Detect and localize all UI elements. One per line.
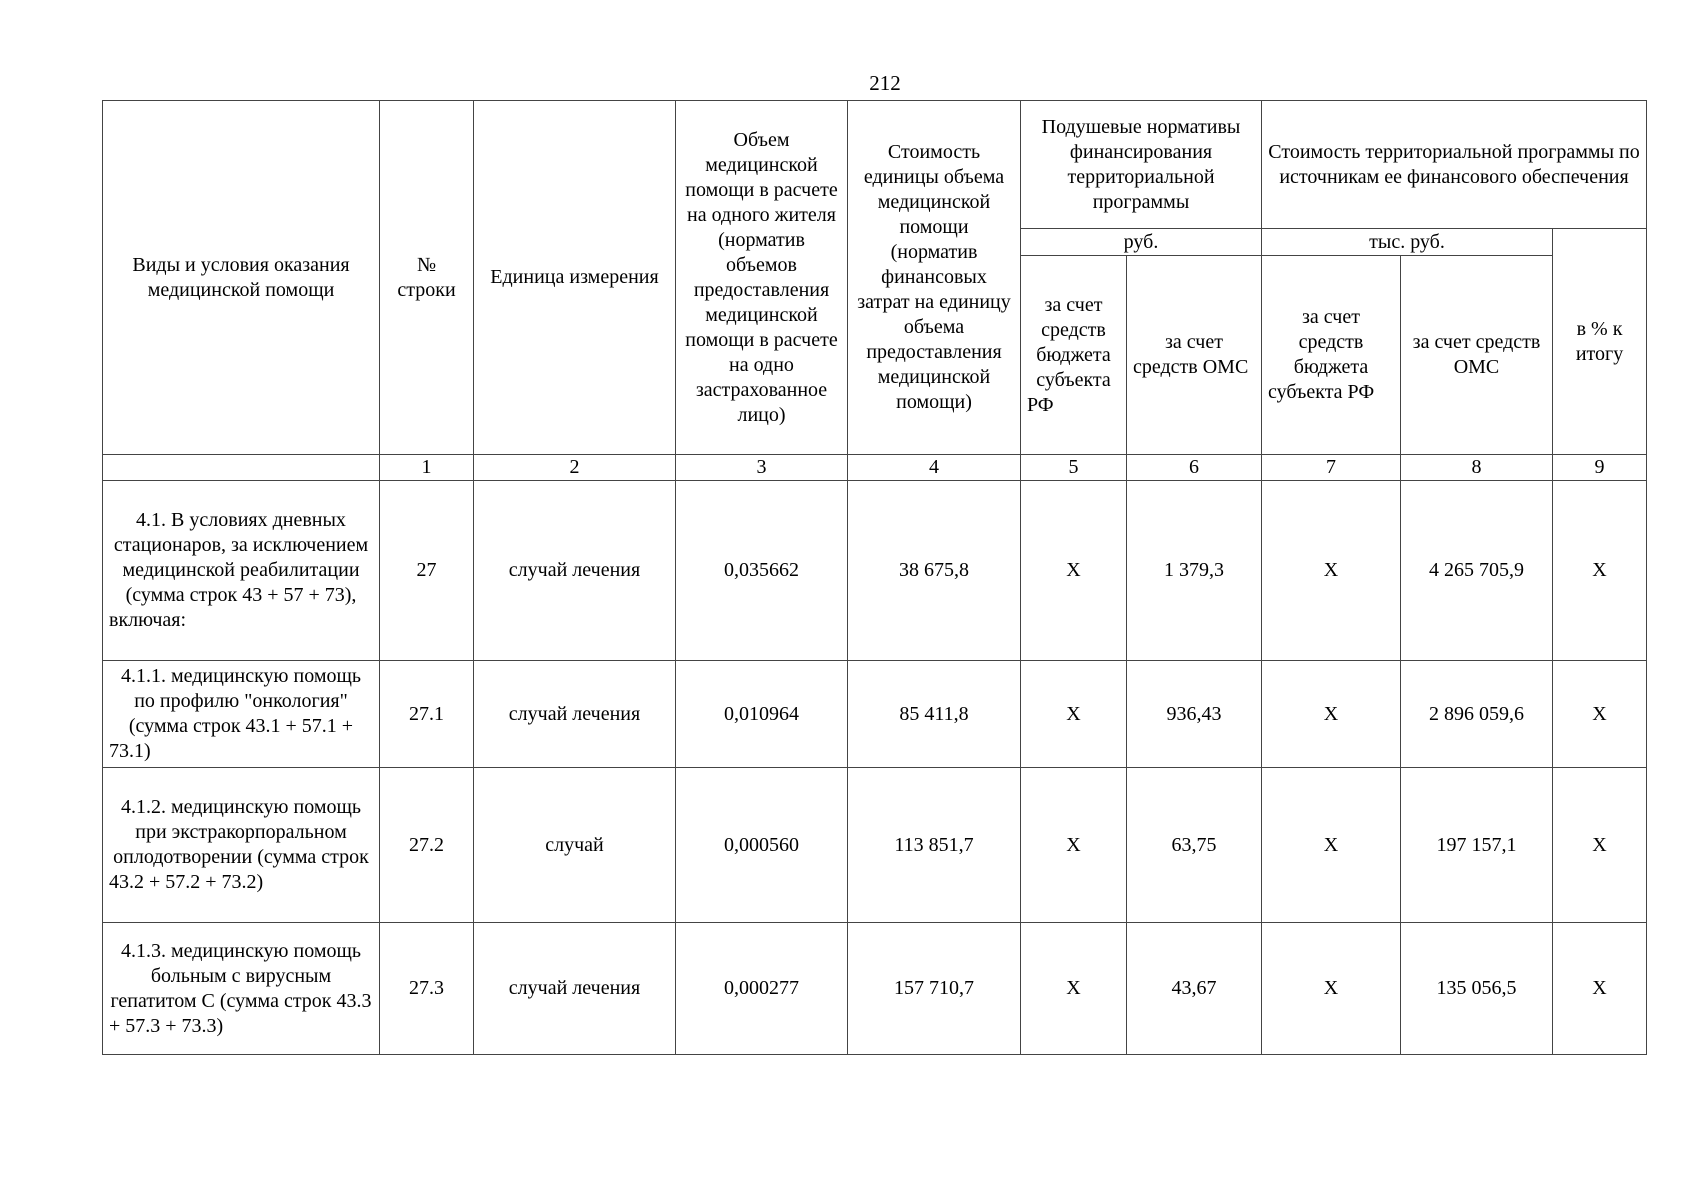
row-per-capita-oms: 1 379,3 [1127,481,1262,661]
header-unit: Единица измерения [474,101,676,455]
row-volume: 0,000277 [676,923,848,1055]
row-volume: 0,010964 [676,661,848,768]
row-per-capita-budget: X [1021,481,1127,661]
column-number: 2 [474,455,676,481]
header-row-number: № строки [380,101,474,455]
row-per-capita-budget: X [1021,768,1127,923]
column-number [103,455,380,481]
column-number: 5 [1021,455,1127,481]
column-number: 3 [676,455,848,481]
header-budget-source-rub: за счет средств бюджета субъекта РФ [1021,256,1127,455]
row-percent-of-total: X [1553,661,1647,768]
row-per-capita-oms: 43,67 [1127,923,1262,1055]
table-row [103,768,1647,923]
row-unit-cost: 157 710,7 [848,923,1021,1055]
column-number: 9 [1553,455,1647,481]
row-unit-cost: 38 675,8 [848,481,1021,661]
row-unit: случай лечения [474,661,676,768]
header-oms-source-thousand: за счет средств ОМС [1401,256,1553,455]
header-row [103,101,1647,229]
row-program-cost-budget: X [1262,481,1401,661]
row-program-cost-budget: X [1262,768,1401,923]
header-unit-rub: руб. [1021,229,1262,256]
row-program-cost-oms: 197 157,1 [1401,768,1553,923]
header-volume: Объем медицинской помощи в расчете на одного жителя (норматив объемов предоставления медицинской помощи в расчете на одно застрахованное лицо) [676,101,848,455]
row-name: 4.1. В условиях дневных стационаров, за исключением медицинской реабилитации (сумма строк 43 + 57 + 73), включая: [103,481,380,661]
row-unit-cost: 113 851,7 [848,768,1021,923]
column-numbers-row [103,455,1647,481]
page-number: 212 [869,71,901,95]
row-program-cost-oms: 135 056,5 [1401,923,1553,1055]
row-volume: 0,035662 [676,481,848,661]
row-program-cost-budget: X [1262,923,1401,1055]
row-per-capita-budget: X [1021,661,1127,768]
row-unit-cost: 85 411,8 [848,661,1021,768]
header-budget-source-thousand: за счет средств бюджета субъекта РФ [1262,256,1401,455]
column-number: 4 [848,455,1021,481]
row-name: 4.1.2. медицинскую помощь при экстракорпоральном оплодотворении (сумма строк 43.2 + 57.2 + 73.2) [103,768,380,923]
row-percent-of-total: X [1553,923,1647,1055]
row-name: 4.1.3. медицинскую помощь больным с вирусным гепатитом С (сумма строк 43.3 + 57.3 + 73.3) [103,923,380,1055]
row-unit: случай лечения [474,923,676,1055]
row-number: 27 [380,481,474,661]
row-program-cost-oms: 2 896 059,6 [1401,661,1553,768]
row-volume: 0,000560 [676,768,848,923]
row-percent-of-total: X [1553,768,1647,923]
column-number: 6 [1127,455,1262,481]
header-unit-cost: Стоимость единицы объема медицинской помощи (норматив финансовых затрат на единицу объема предоставления медицинской помощи) [848,101,1021,455]
column-number: 8 [1401,455,1553,481]
column-number: 7 [1262,455,1401,481]
header-kinds-of-care: Виды и условия оказания медицинской помощи [103,101,380,455]
row-program-cost-budget: X [1262,661,1401,768]
table-row [103,923,1647,1055]
row-unit: случай лечения [474,481,676,661]
table-row [103,481,1647,661]
row-number: 27.1 [380,661,474,768]
row-program-cost-oms: 4 265 705,9 [1401,481,1553,661]
header-per-capita-standards: Подушевые нормативы финансирования территориальной программы [1021,101,1262,229]
header-oms-source-rub: за счет средств ОМС [1127,256,1262,455]
row-number: 27.2 [380,768,474,923]
row-percent-of-total: X [1553,481,1647,661]
column-number: 1 [380,455,474,481]
row-number: 27.3 [380,923,474,1055]
row-name: 4.1.1. медицинскую помощь по профилю "онкология" (сумма строк 43.1 + 57.1 + 73.1) [103,661,380,768]
row-per-capita-oms: 936,43 [1127,661,1262,768]
header-percent-of-total: в % к итогу [1553,229,1647,455]
header-unit-thousand-rub: тыс. руб. [1262,229,1553,256]
row-per-capita-budget: X [1021,923,1127,1055]
row-unit: случай [474,768,676,923]
table-row [103,661,1647,768]
header-program-cost: Стоимость территориальной программы по источникам ее финансового обеспечения [1262,101,1647,229]
row-per-capita-oms: 63,75 [1127,768,1262,923]
financing-table [102,100,1647,1055]
